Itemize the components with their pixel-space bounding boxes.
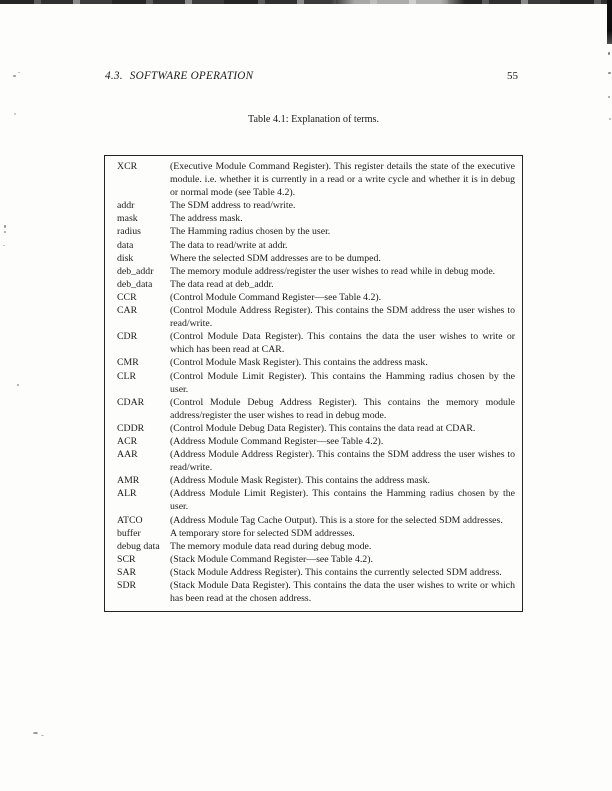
term-cell: CDDR [117,422,145,434]
term-cell: CAR [117,305,138,317]
definition-cell: (Control Module Command Register—see Table 4.2). [170,291,382,303]
term-cell: AAR [117,449,138,461]
definition-cell: The memory module data read during debug mode. [170,540,372,552]
definition-cell: (Address Module Address Register). This contains the SDM address the user wishes to read/write. [170,449,515,474]
table-row [117,474,515,487]
scan-speck [608,96,610,98]
term-cell: ATCO [117,514,143,526]
term-cell: radius [117,226,141,238]
table-row [117,225,515,238]
table-row [117,435,515,448]
term-cell: disk [117,252,134,264]
table-row [117,356,515,369]
definition-cell: The memory module address/register the user wishes to read while in debug mode. [170,265,496,277]
term-cell: SCR [117,553,136,565]
table-row [117,422,515,435]
definition-cell: The data read at deb_addr. [170,278,274,290]
table-caption: Table 4.1: Explanation of terms. [247,114,380,125]
definition-cell: The Hamming radius chosen by the user. [170,226,331,238]
table-row [117,239,515,252]
definition-cell: (Control Module Mask Register). This contains the address mask. [170,357,428,369]
table-row [117,278,515,291]
term-cell: data [117,239,134,251]
definition-cell: (Control Module Debug Address Register). This contains the memory module address/register the user wishes to read in debug mode. [170,396,515,421]
definition-cell: (Stack Module Address Register). This contains the currently selected SDM address. [170,566,502,578]
table-row [117,487,515,513]
table-row [117,527,515,540]
table-row [117,330,515,356]
table-row [117,540,515,553]
term-cell: CDR [117,331,138,343]
term-cell: CLR [117,370,137,382]
table-row [117,370,515,396]
scan-speck [13,75,16,77]
term-cell: mask [117,213,138,225]
term-cell: XCR [117,161,138,172]
table-row [117,514,515,527]
term-cell: CMR [117,357,139,369]
scan-speck [608,72,611,74]
term-cell: SDR [117,580,137,591]
scan-speck [4,225,6,228]
term-cell: CCR [117,291,137,303]
definition-cell: The SDM address to read/write. [170,200,296,212]
definition-cell: (Stack Module Data Register). This contains the data the user wishes to write or which has been read at the chosen address. [170,580,515,605]
definition-cell: (Address Module Command Register—see Table 4.2). [170,435,384,447]
term-cell: deb_data [117,278,153,290]
term-cell: debug data [117,540,160,552]
definition-cell: (Executive Module Command Register). This register details the state of the executive module. i.e. whether it is currently in a read or a write cycle and whether it is in debug or normal mode (see Table 4.2). [170,161,515,199]
term-cell: AMR [117,475,140,487]
table-row [117,199,515,212]
definition-cell: A temporary store for selected SDM addresses. [170,527,355,539]
terms-table-body [117,160,515,605]
term-cell: deb_addr [117,265,154,277]
definition-cell: (Control Module Data Register). This contains the data the user wishes to write or which has been read at CAR. [170,331,515,356]
table-row [117,265,515,278]
term-cell: CDAR [117,396,145,408]
definition-cell: (Control Module Debug Data Register). This contains the data read at CDAR. [170,422,476,434]
definition-cell: The data to read/write at addr. [170,239,288,251]
term-cell: addr [117,200,135,212]
definition-cell: (Address Module Limit Register). This contains the Hamming radius chosen by the user. [170,488,515,513]
scan-speck [41,735,44,736]
table-row [117,396,515,422]
running-header [105,70,518,82]
scan-speck [3,245,5,246]
definition-cell: (Control Module Address Register). This contains the SDM address the user wishes to read/write. [170,305,515,330]
page-number: 55 [507,70,518,82]
scan-speck [33,732,38,734]
table-row [117,579,515,605]
term-cell: buffer [117,527,141,539]
definition-cell: The address mask. [170,213,243,225]
table-row [117,448,515,474]
definition-cell: (Stack Module Command Register—see Table 4.2). [170,553,373,565]
term-cell: SAR [117,566,137,578]
table-row [117,566,515,579]
scan-speck [18,72,20,73]
table-row [117,304,515,330]
definition-cell: (Control Module Limit Register). This contains the Hamming radius chosen by the user. [170,370,515,395]
scan-speck [4,231,6,233]
table-row [117,212,515,225]
definition-cell: (Address Module Tag Cache Output). This is a store for the selected SDM addresses. [170,514,503,526]
definition-cell: Where the selected SDM addresses are to be dumped. [170,252,381,264]
scan-artifact-top-edge [0,0,612,4]
scan-artifact-right-corner [607,0,612,44]
table-row [117,291,515,304]
terms-table [104,155,523,612]
table-row [117,160,515,199]
scan-speck [608,52,610,55]
scan-speck [14,113,16,115]
table-row [117,252,515,265]
table-row [117,553,515,566]
scan-speck [17,384,19,386]
definition-cell: (Address Module Mask Register). This contains the address mask. [170,475,430,487]
scan-speck [609,118,611,120]
section-title: SOFTWARE OPERATION [129,70,254,82]
section-number: 4.3. [105,70,123,82]
term-cell: ALR [117,488,137,500]
section-heading [105,70,253,82]
term-cell: ACR [117,435,138,447]
